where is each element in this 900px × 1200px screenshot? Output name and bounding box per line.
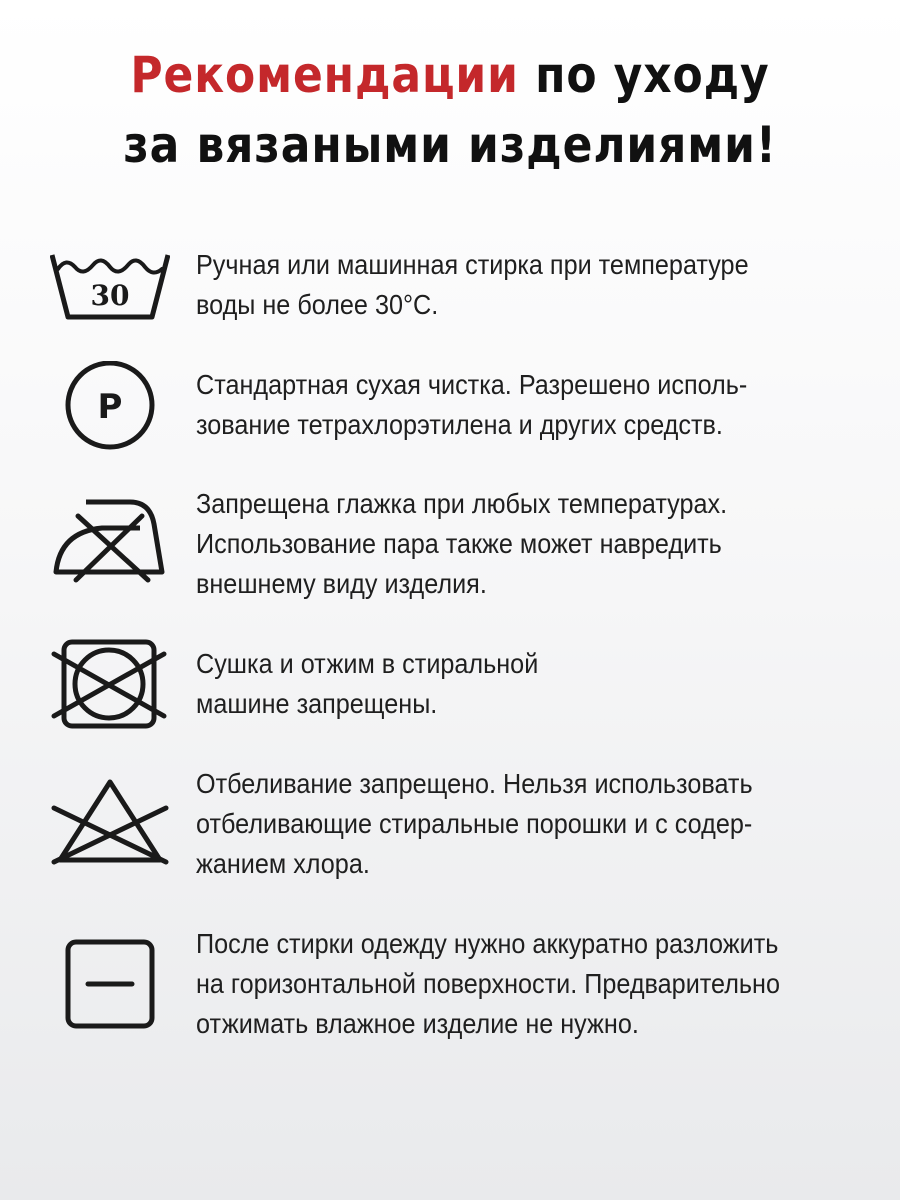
care-text-dry-clean: Стандартная сухая чистка. Разрешено исполь- зование тетрахлорэтилена и других средств. [196, 369, 748, 440]
wash-temperature-label: 30 [90, 279, 130, 312]
no-bleach-icon [50, 778, 170, 878]
dry-flat-icon [50, 938, 170, 1038]
page-title [54, 40, 846, 180]
dry-clean-p-icon [50, 361, 170, 461]
care-text-no-ironing: Запрещена глажка при любых температурах. Использование пара также может навредить внешнему виду изделия. [196, 488, 728, 599]
care-text-no-bleach: Отбеливание запрещено. Нельзя использовать отбеливающие стиральные порошки и с содер- жанием хлора. [196, 768, 753, 879]
no-tumble-dry-icon [50, 638, 170, 738]
no-ironing-icon [50, 494, 170, 594]
title-rest: по уходу [535, 46, 770, 104]
title-accent: Рекомендации [130, 46, 519, 104]
care-text-dry-flat: После стирки одежду нужно аккуратно разложить на горизонтальной поверхности. Предварительно отжимать влажное изделие не нужно. [196, 928, 780, 1039]
care-text-no-tumble-dry: Сушка и отжим в стиральной машине запрещены. [196, 648, 539, 719]
care-text-wash: Ручная или машинная стирка при температуре воды не более 30°С. [196, 249, 749, 320]
title-line-2: за вязаными изделиями! [123, 116, 777, 174]
dry-clean-letter: P [97, 387, 123, 427]
wash-30-icon [50, 245, 170, 345]
